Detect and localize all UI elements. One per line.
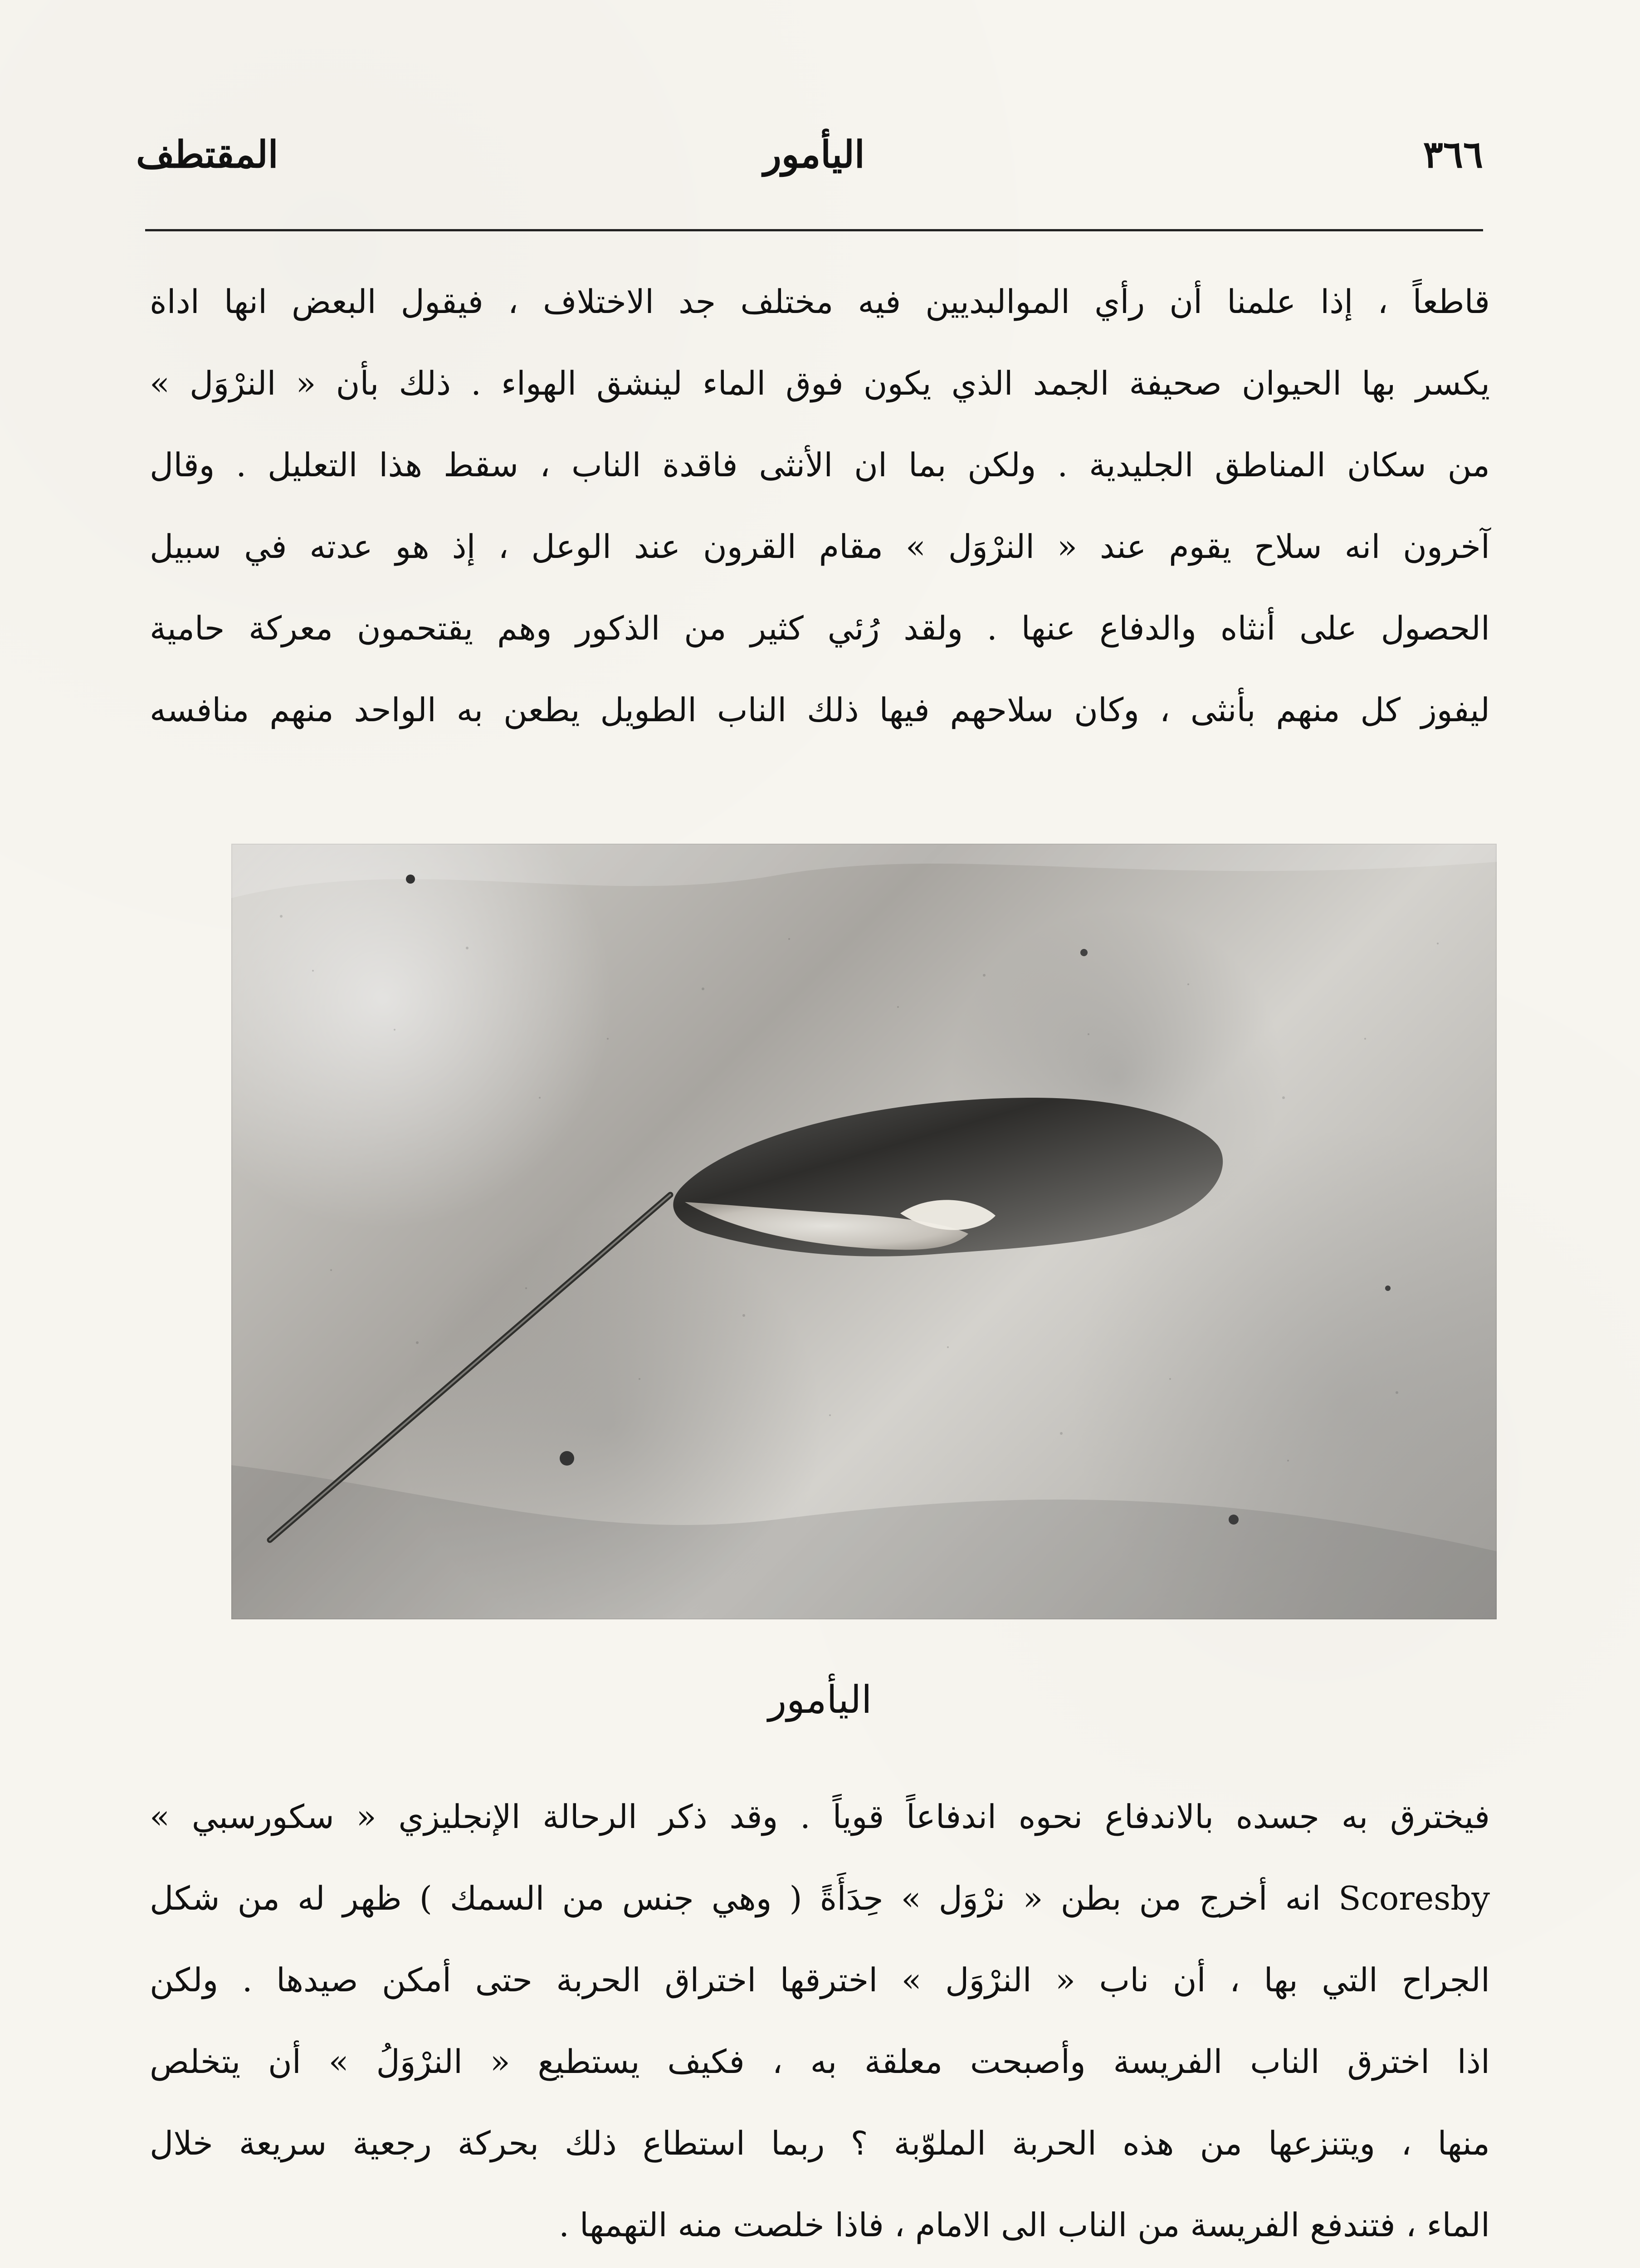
narwhal-illustration <box>231 844 1497 1619</box>
narwhal-photo <box>231 844 1497 1619</box>
body-line: من سكان المناطق الجليدية . ولكن بما ان الأنثى فاقدة الناب ، سقط هذا التعليل . وقال <box>150 446 1490 484</box>
body-line: اذا اخترق الناب الفريسة وأصبحت معلقة به ، فكيف يستطيع « النرْوَلُ » أن يتخلص <box>150 2043 1490 2081</box>
top-text-block <box>150 261 1490 796</box>
photo-speck <box>560 1451 574 1466</box>
figure-caption: اليأمور <box>768 1677 872 1722</box>
body-line: قاطعاً ، إذا علمنا أن رأي الموالبديين فيه مختلف جد الاختلاف ، فيقول البعض انها اداة <box>150 283 1490 321</box>
body-line: آخرون انه سلاح يقوم عند « النرْوَل » مقام القرون عند الوعل ، إذ هو عدته في سبيل <box>150 528 1490 566</box>
bottom-text-block <box>150 1776 1490 2268</box>
body-line: فيخترق به جسده بالاندفاع نحوه اندفاعاً قوياً . وقد ذكر الرحالة الإنجليزي « سكورسبي » <box>150 1798 1490 1836</box>
photo-speck <box>1385 1286 1391 1291</box>
body-line: الماء ، فتندفع الفريسة من الناب الى الامام ، فاذا خلصت منه التهمها . <box>559 2206 1490 2244</box>
body-line: الجراح التي بها ، أن ناب « النرْوَل » اخترقها اختراق الحربة حتى أمكن صيدها . ولكن <box>150 1961 1490 1999</box>
body-line: يكسر بها الحيوان صحيفة الجمد الذي يكون فوق الماء لينشق الهواء . ذلك بأن « النرْوَل » <box>150 364 1490 402</box>
page-header <box>136 133 1492 218</box>
header-rule <box>145 229 1483 231</box>
photo-speck <box>406 875 415 884</box>
photo-speck <box>1229 1515 1239 1525</box>
body-line: الحصول على أنثاه والدفاع عنها . ولقد رُئي كثير من الذكور وهم يقتحمون معركة حامية <box>150 609 1490 647</box>
body-line: منها ، ويتنزعها من هذه الحربة الملوّبة ؟ ربما استطاع ذلك بحركة رجعية سريعة خلال <box>150 2124 1490 2162</box>
running-title: اليأمور <box>763 133 865 176</box>
page-number: ٣٦٦ <box>1423 133 1483 176</box>
body-line: ليفوز كل منهم بأنثى ، وكان سلاحهم فيها ذلك الناب الطويل يطعن به الواحد منهم منافسه <box>150 691 1490 729</box>
journal-name: المقتطف <box>136 133 278 176</box>
body-line: Scoresby انه أخرج من بطن « نرْوَل » حِدَأَةً ( وهي جنس من السمك ) ظهر له من شكل <box>150 1879 1490 1917</box>
photo-speck <box>1080 949 1088 956</box>
